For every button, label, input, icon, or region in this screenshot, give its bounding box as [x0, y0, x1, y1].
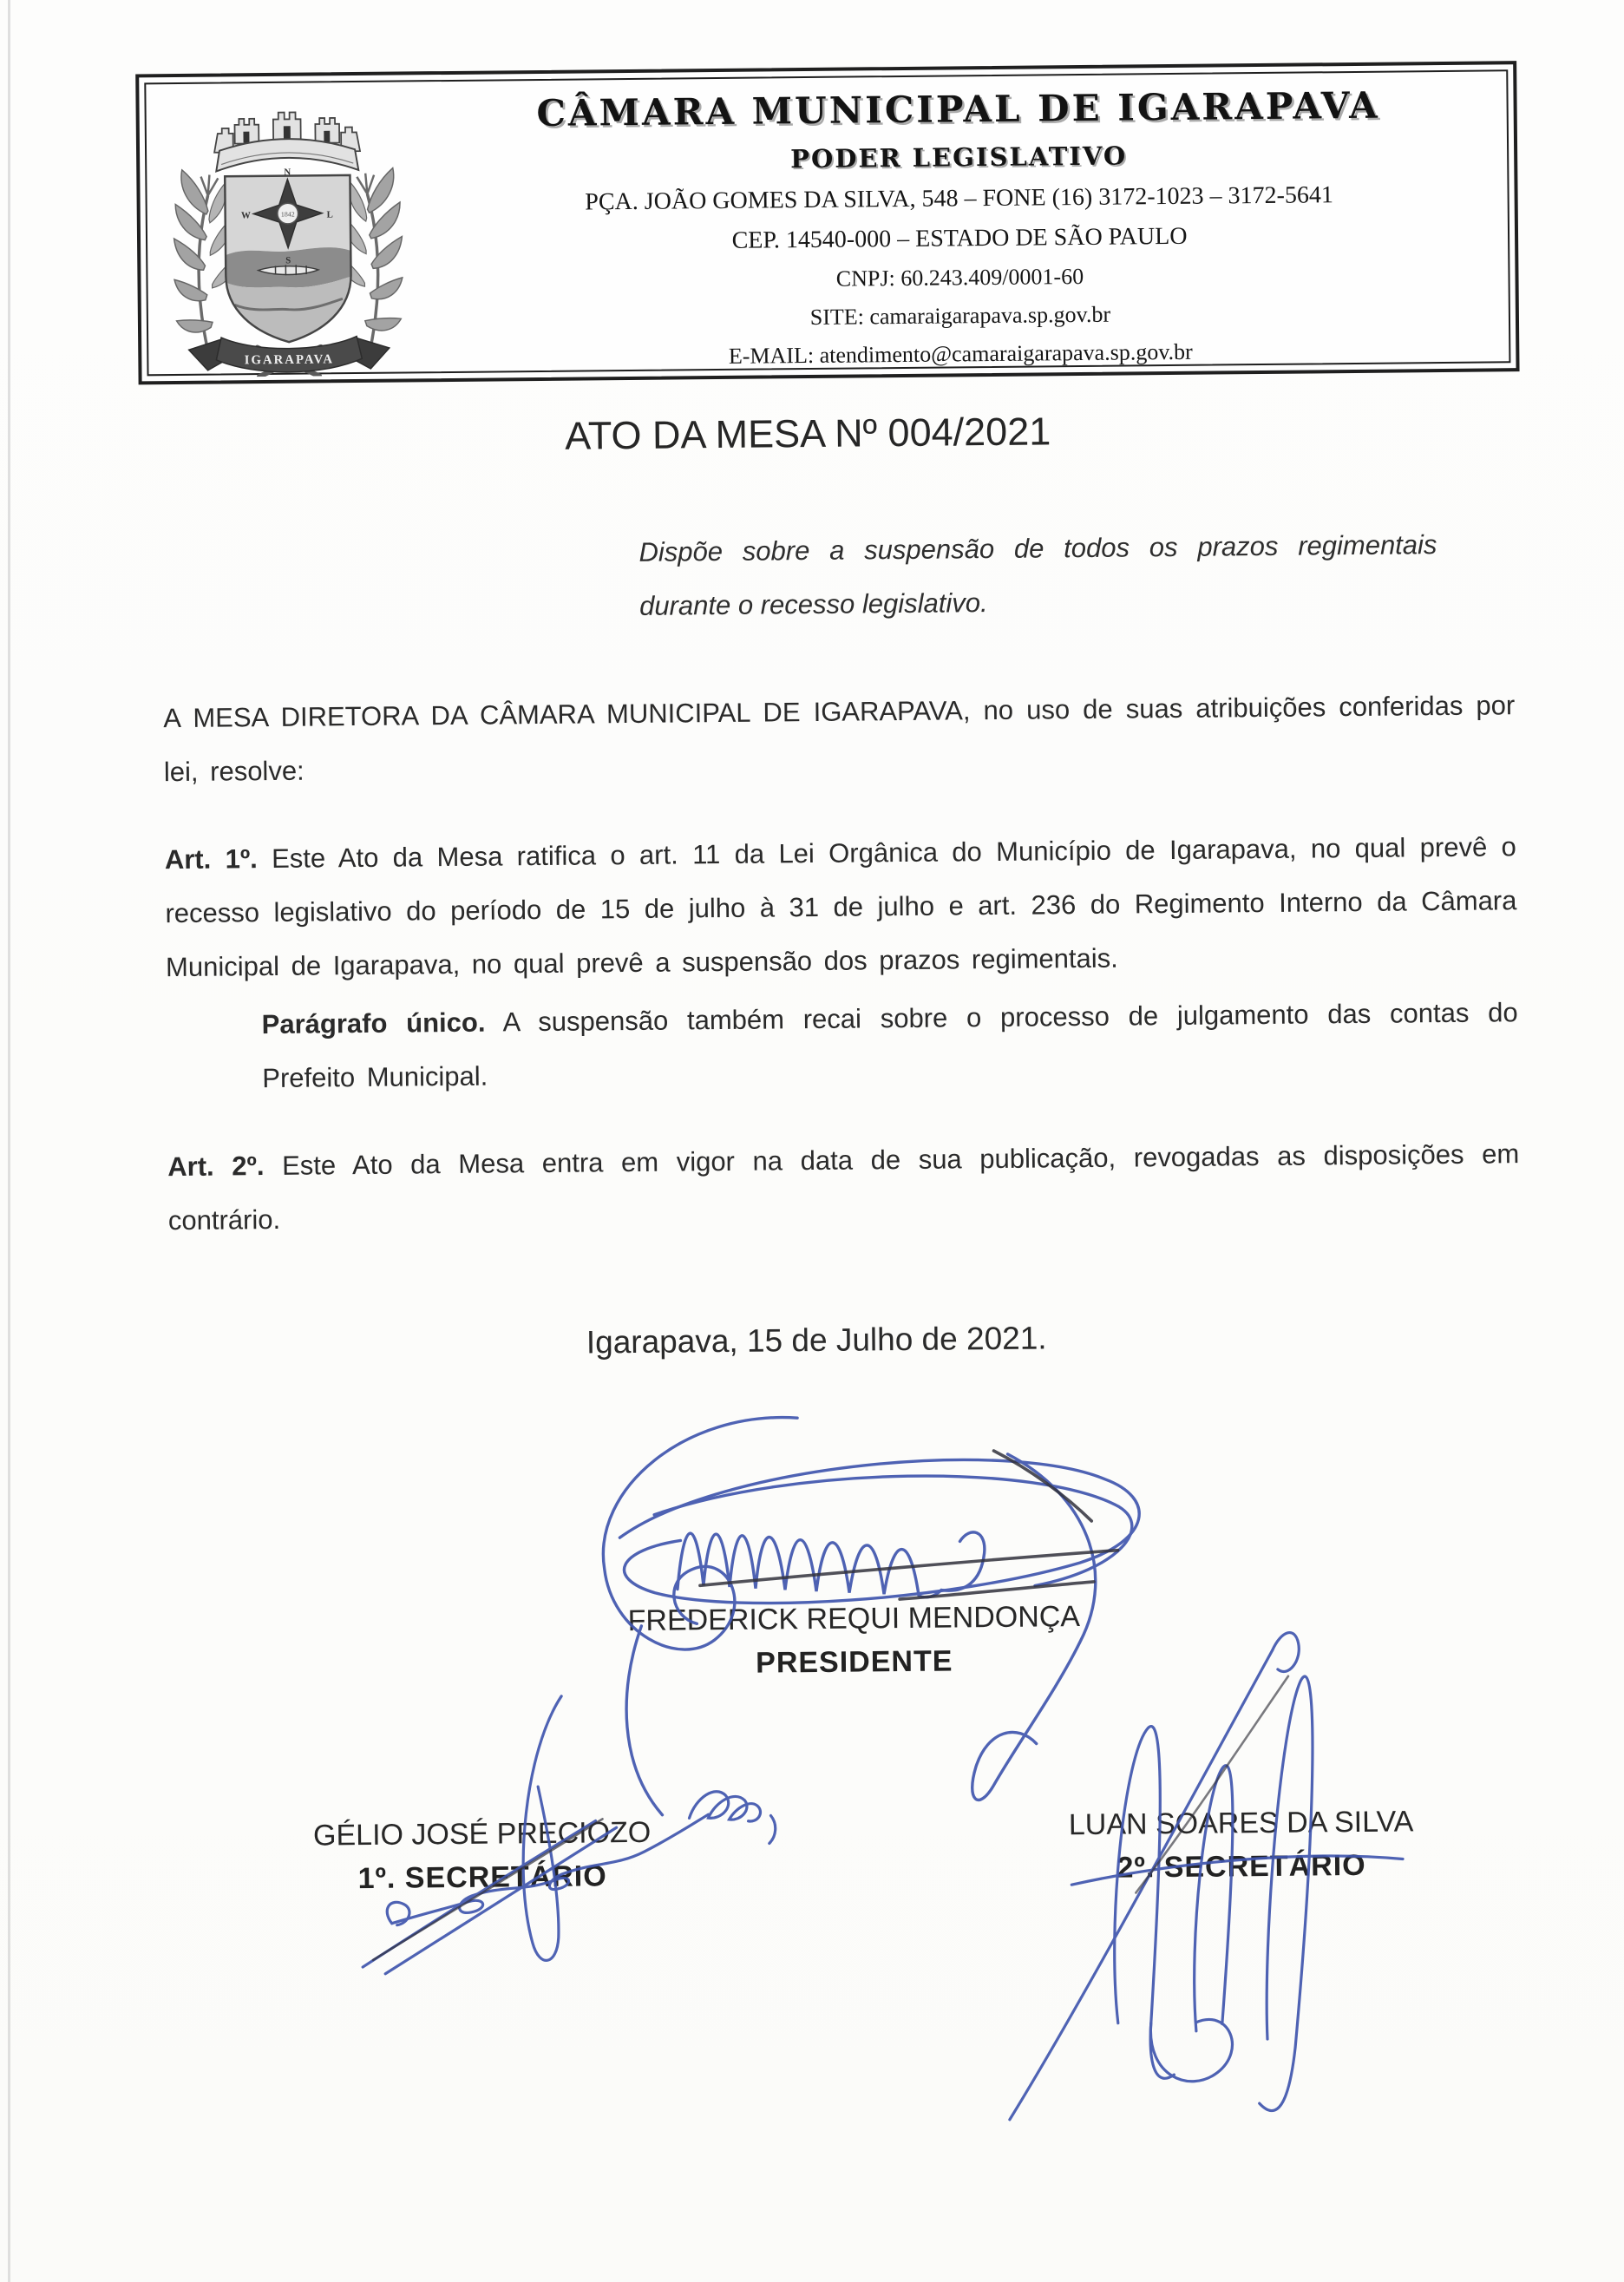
municipal-coat-of-arms-icon [168, 92, 407, 377]
document-ementa: Dispõe sobre a suspensão de todos os prazos regimentais durante o recesso legislativo. [638, 529, 1437, 621]
article-2-label: Art. 2º. [167, 1151, 265, 1183]
org-branch: PODER LEGISLATIVO [790, 141, 1128, 174]
article-2-text: Este Ato da Mesa entra em vigor na data de sua publicação, revogadas as disposições em contrário. [167, 1138, 1520, 1236]
org-cnpj: CNPJ: 60.243.409/0001-60 [835, 263, 1084, 292]
org-cep: CEP. 14540-000 – ESTADO DE SÃO PAULO [731, 222, 1188, 254]
first-secretary-role: 1º. SECRETÁRIO [357, 1859, 607, 1896]
first-secretary-name: GÉLIO JOSÉ PRECIOZO [312, 1815, 652, 1852]
crest-banner-label: IGARAPAVA [244, 352, 335, 368]
president-signature-block [472, 1594, 1236, 1688]
letterhead-text [423, 78, 1495, 378]
compass-s-label: S [285, 255, 291, 266]
preamble-paragraph: A MESA DIRETORA DA CÂMARA MUNICIPAL DE IGARAPAVA, no uso de suas atribuições conferidas por lei, resolve: [163, 690, 1516, 788]
president-role: PRESIDENTE [755, 1644, 953, 1680]
second-secretary-name: LUAN SOARES DA SILVA [1068, 1805, 1414, 1842]
org-name: CÂMARA MUNICIPAL DE IGARAPAVA [536, 83, 1380, 135]
org-site: SITE: camaraigarapava.sp.gov.br [809, 301, 1111, 330]
article-2-paragraph [167, 1127, 1520, 1248]
second-secretary-signature-block [894, 1799, 1588, 1892]
document-title: ATO DA MESA Nº 004/2021 [564, 409, 1051, 458]
article-1-text: Este Ato da Mesa ratifica o art. 11 da Lei Orgânica do Município de Igarapava, no qual prevê o recesso legislativo do período de 15 de julho à 31 de julho e art. 236 do Regimento Interno da Câmara Municipal de Igarapava, no qual prevê a suspensão dos prazos regimentais. [165, 831, 1517, 983]
compass-year-label: 1842 [280, 210, 295, 219]
date-line: Igarapava, 15 de Julho de 2021. [586, 1320, 1047, 1361]
compass-l-label: L [326, 209, 333, 220]
sole-paragraph-text: A suspensão também recai sobre o processo de julgamento das contas do Prefeito Municipal. [262, 997, 1518, 1094]
sole-paragraph-label: Parágrafo único. [261, 1007, 486, 1040]
first-secretary-signature-block [134, 1810, 829, 1904]
compass-w-label: W [240, 210, 251, 221]
article-1-paragraph [165, 820, 1518, 994]
article-1-label: Art. 1º. [164, 843, 258, 875]
sole-paragraph [261, 986, 1518, 1105]
org-address: PÇA. JOÃO GOMES DA SILVA, 548 – FONE (16) 3172-1023 – 3172-5641 [585, 181, 1334, 216]
second-secretary-role: 2º. SECRETÁRIO [1116, 1848, 1366, 1885]
org-email: E-MAIL: atendimento@camaraigarapava.sp.gov.br [728, 338, 1193, 369]
crest-mural-crown [214, 112, 361, 172]
letterhead-inner-border [144, 69, 1510, 376]
compass-n-label: N [284, 167, 291, 178]
president-name: FREDERICK REQUI MENDONÇA [627, 1600, 1081, 1638]
letterhead-box [135, 61, 1519, 384]
